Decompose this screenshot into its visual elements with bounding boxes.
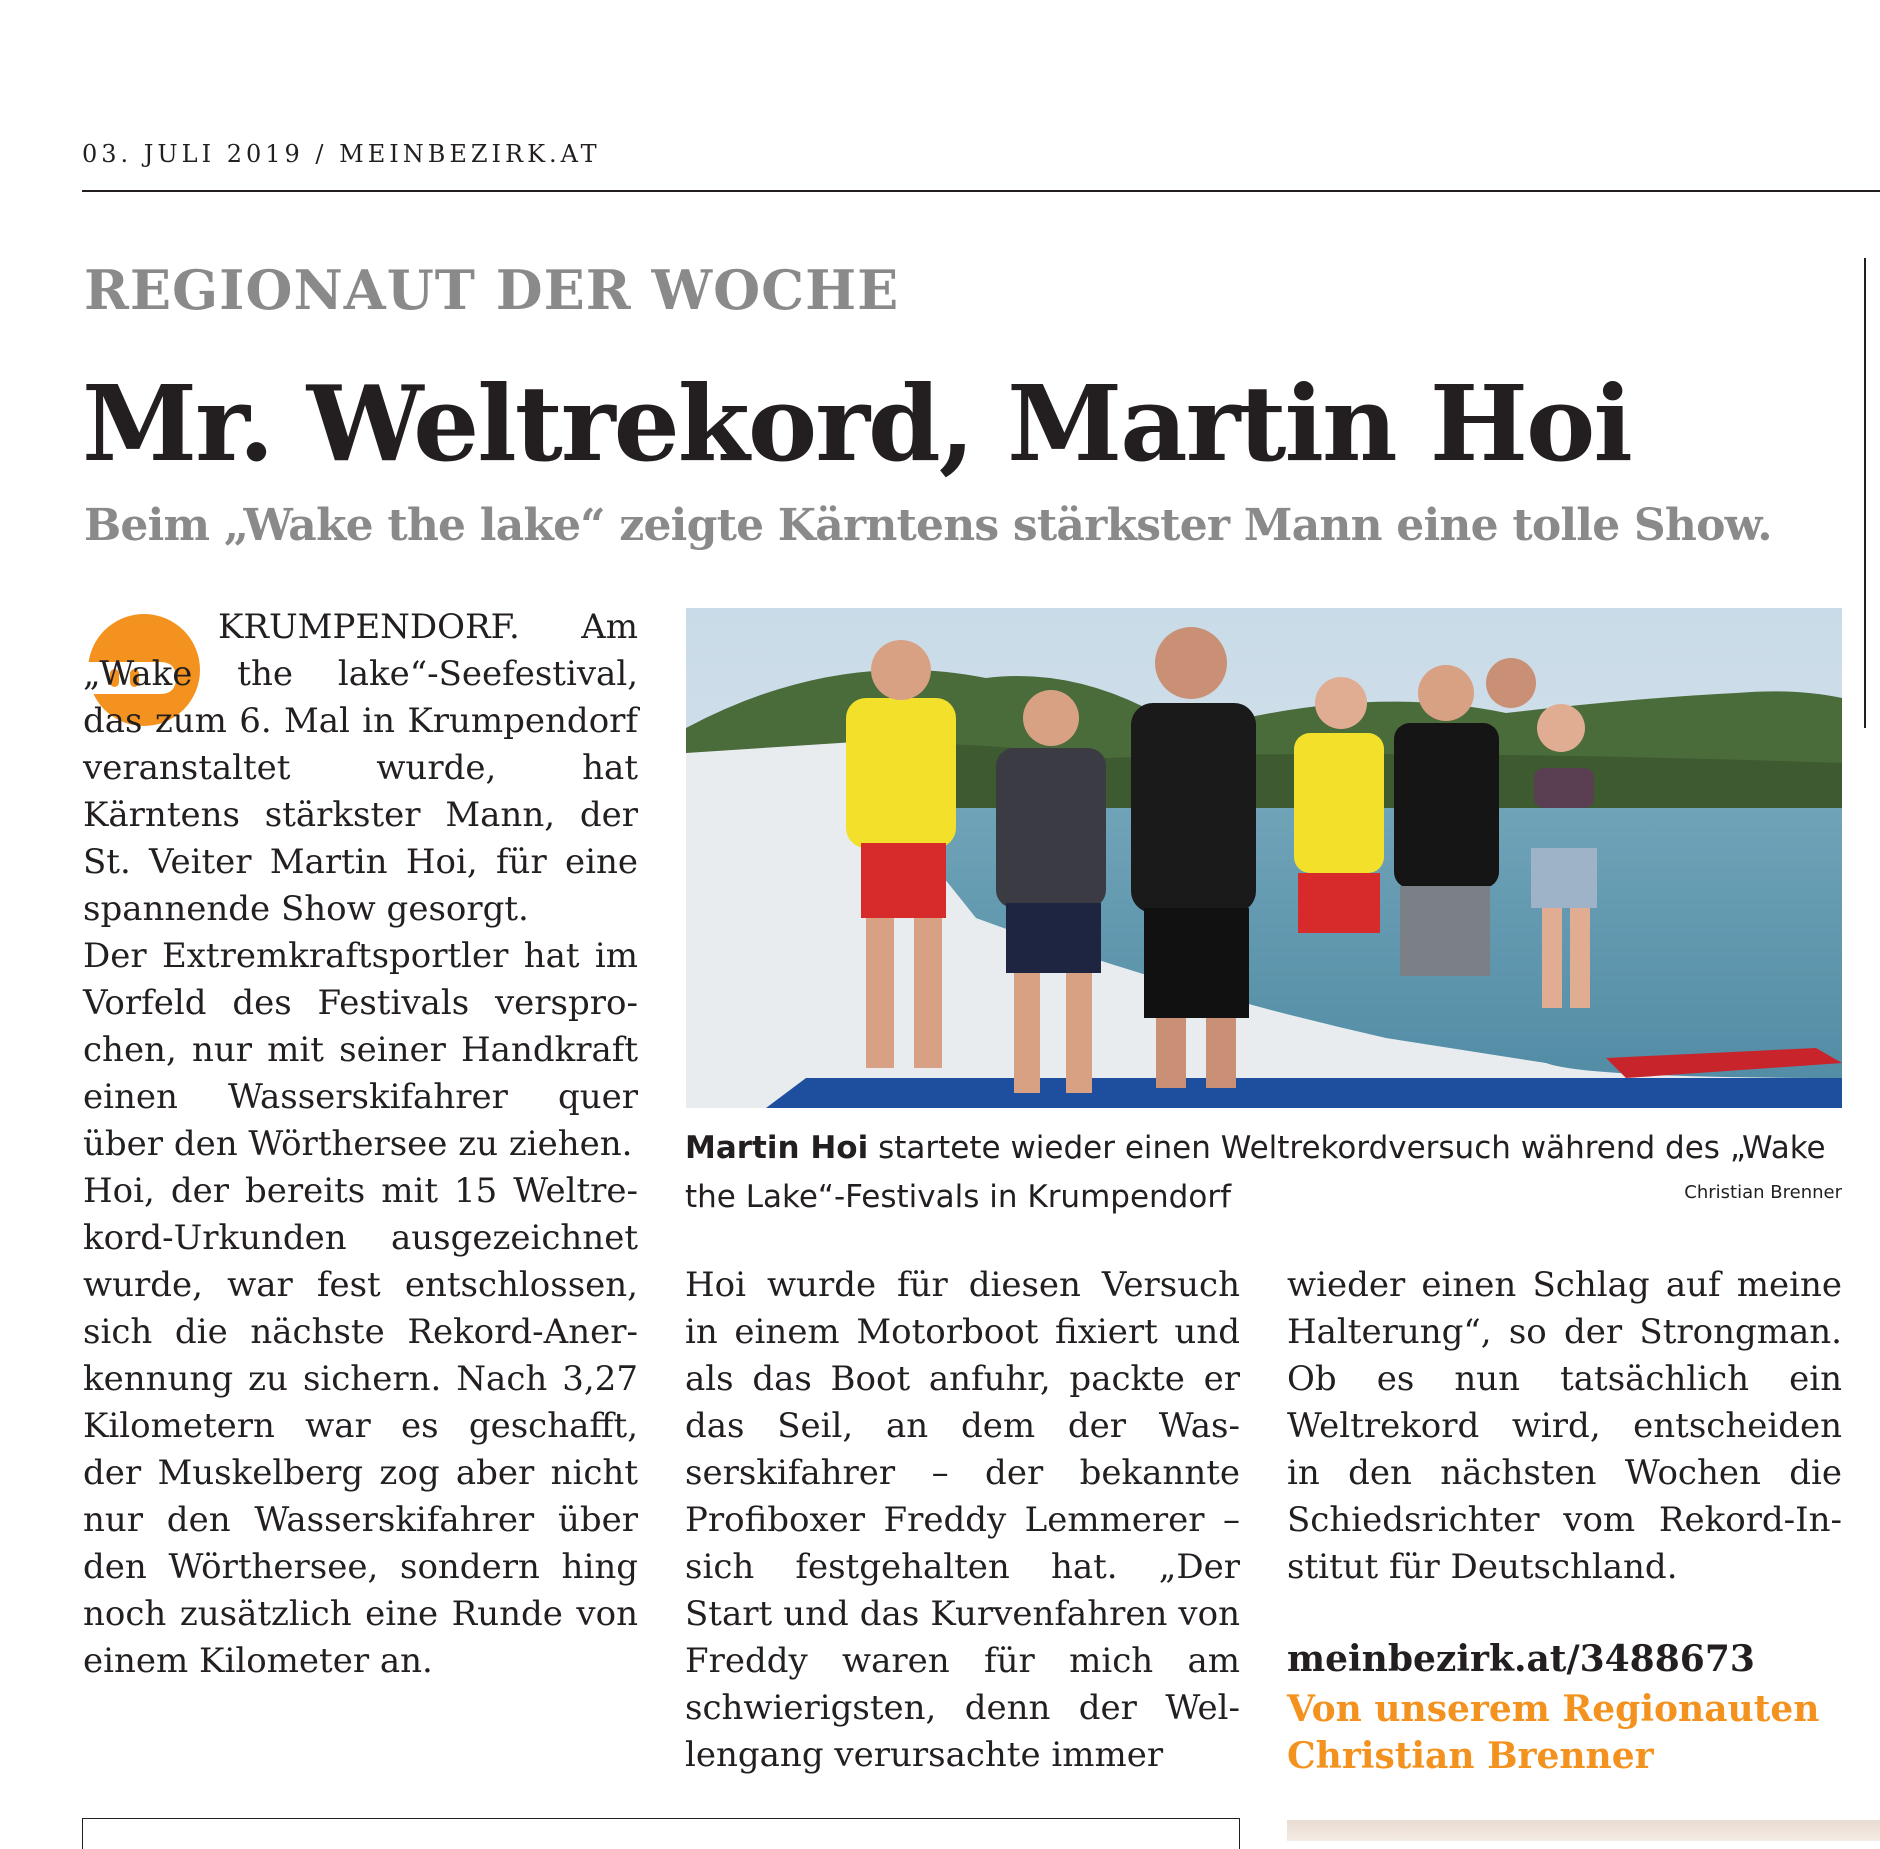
next-article-box bbox=[82, 1818, 1240, 1849]
headline: Mr. Weltrekord, Martin Hoi bbox=[82, 362, 1631, 485]
header-rule bbox=[82, 190, 1880, 192]
paragraph-3: Hoi, der bereits mit 15 Weltrekord-Urkunden ausgezeichnet wurde, war fest entschlossen, sich die nächste Rekord-Anerkennung zu sichern. Nach 3,27 Kilometern war es geschafft, der Muskelberg zog aber nicht nur den Wasserskifahrer über den Wörthersee, sondern hing noch zusätzlich eine Runde von einem Kilometer an. bbox=[83, 1171, 638, 1681]
right-margin-rule bbox=[1864, 258, 1866, 728]
caption-text: startete wieder einen Weltrekordversuch während des „Wake the Lake“-Festivals in Krumpendorf bbox=[685, 1130, 1826, 1215]
kicker: REGIONAUT DER WOCHE bbox=[84, 258, 900, 322]
article-column-2 bbox=[685, 1262, 1240, 1779]
paragraph-2: Der Extremkraftsportler hat im Vorfeld des Festivals versprochen, nur mit seiner Handkraft einen Wasserskifahrer quer über den Wörthersee zu ziehen. bbox=[83, 936, 638, 1164]
lead-paragraph: KRUMPENDORF. Am „Wake the lake“-Seefestival, das zum 6. Mal in Krumpendorf veranstaltet wurde, hat Kärntens stärkster Mann, der St. Veiter Martin Hoi, für eine spannende Show gesorgt. bbox=[83, 607, 638, 929]
regionaut-credit bbox=[1287, 1686, 1819, 1780]
article-photo bbox=[686, 608, 1842, 1108]
article-column-3 bbox=[1287, 1262, 1842, 1591]
article-column-1 bbox=[83, 604, 638, 1685]
photo-caption bbox=[685, 1124, 1842, 1222]
regionaut-line-1: Von unserem Regionauten bbox=[1287, 1688, 1820, 1730]
next-photo-edge bbox=[1287, 1820, 1880, 1841]
column-3-text: wieder einen Schlag auf meine Halterung“, so der Strongman. Ob es nun tatsächlich ein Weltrekord wird, entscheiden in den nächsten Wochen die Schiedsrichter vom Rekord-Institut für Deutschland. bbox=[1287, 1265, 1842, 1587]
caption-name: Martin Hoi bbox=[685, 1130, 869, 1166]
dateline: 03. JULI 2019 / MEINBEZIRK.AT bbox=[82, 140, 601, 168]
column-2-text: Hoi wurde für diesen Versuch in einem Motorboot fixiert und als das Boot anfuhr, packte er das Seil, an dem der Wasserskifahrer – der bekannte Profiboxer Freddy Lemmerer – sich festgehalten hat. „Der Start und das Kurvenfahren von Freddy waren für mich am schwierigsten, denn der Wellengang verursachte immer bbox=[685, 1265, 1240, 1775]
photo-credit: Christian Brenner bbox=[1684, 1182, 1842, 1203]
article-link[interactable]: meinbezirk.at/3488673 bbox=[1287, 1638, 1755, 1680]
subheadline: Beim „Wake the lake“ zeigte Kärntens stärkster Mann eine tolle Show. bbox=[84, 500, 1772, 551]
regionaut-line-2: Christian Brenner bbox=[1287, 1735, 1654, 1777]
